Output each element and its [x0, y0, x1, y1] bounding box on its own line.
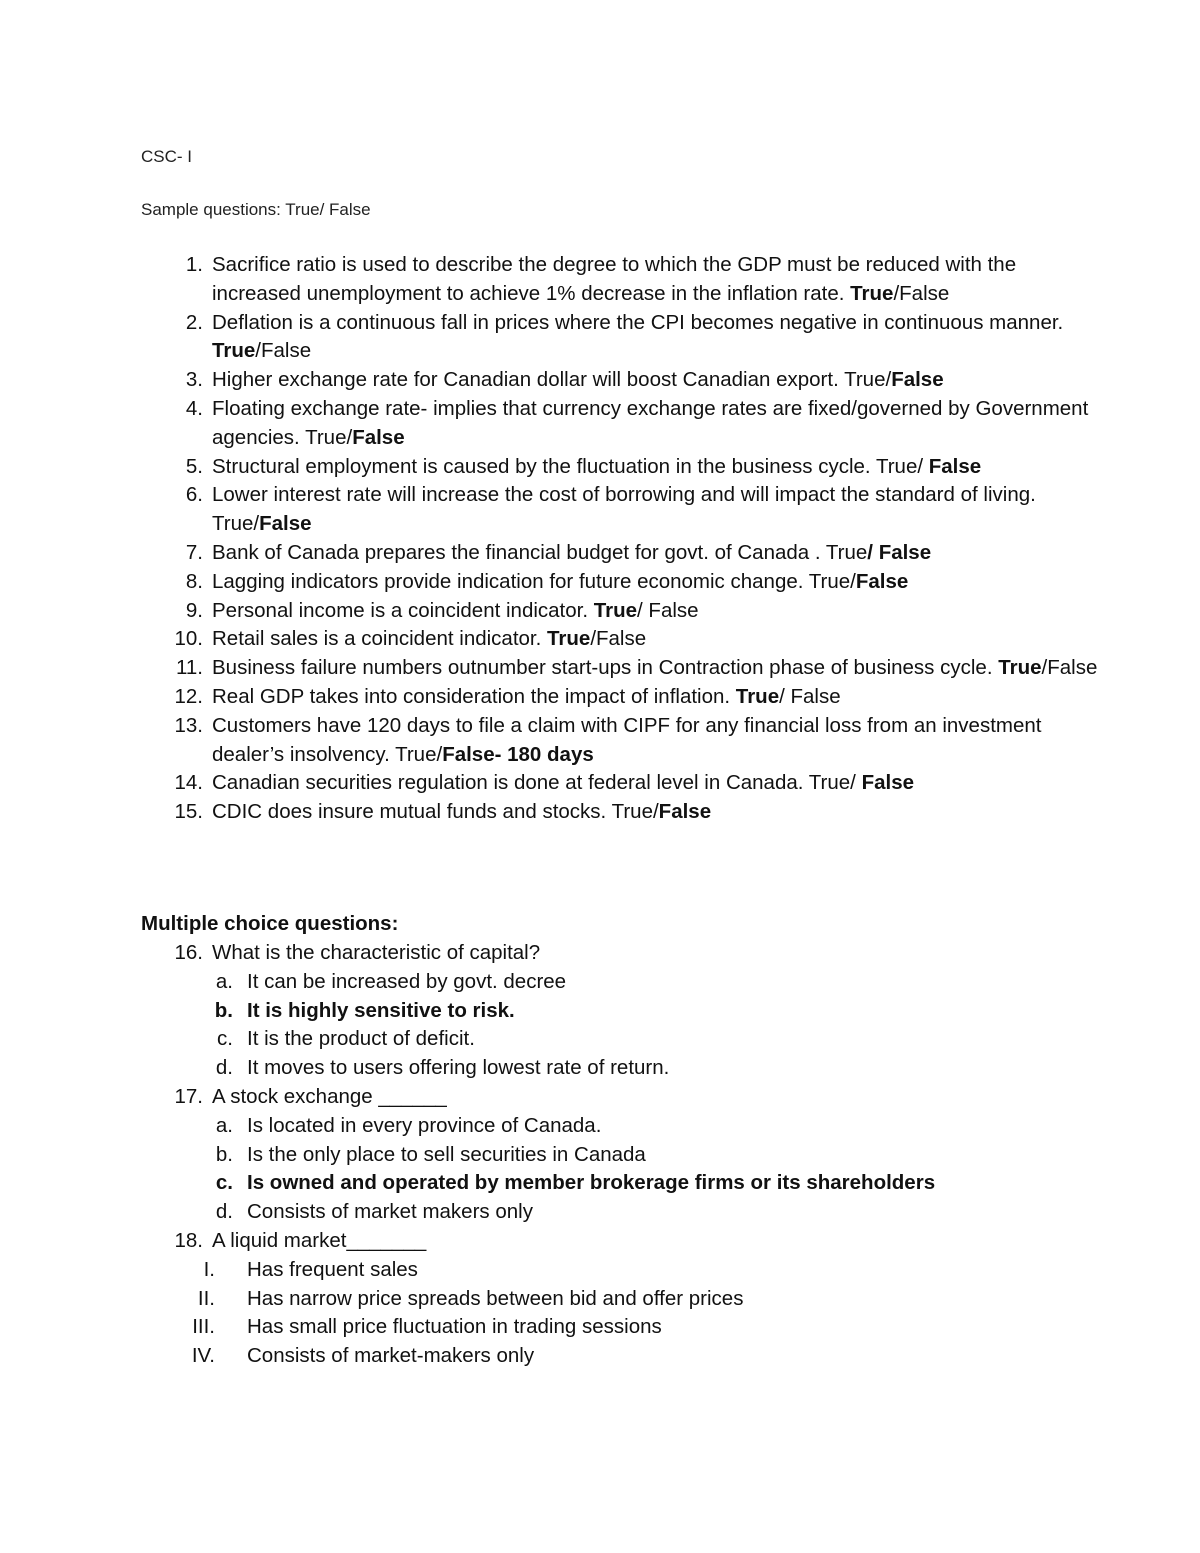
tf-question-8: 8. Lagging indicators provide indication for future economic change. True/False: [185, 569, 909, 593]
mc-roman-option: IV. Consists of market-makers only: [191, 1344, 535, 1368]
mc-roman-option: III. Has small price fluctuation in trading sessions: [192, 1315, 662, 1339]
tf-question-3: 3. Higher exchange rate for Canadian dollar will boost Canadian export. True/False: [185, 368, 944, 392]
mc-option: a. Is located in every province of Canada.: [215, 1113, 602, 1137]
mc-roman-option: II. Has narrow price spreads between bid and offer prices: [197, 1286, 744, 1310]
tf-question-1: 1. Sacrifice ratio is used to describe the degree to which the GDP must be reduced with the increased unemployment to achieve 1% decrease in the inflation rate. True/False: [185, 253, 1017, 305]
tf-question-2: 2. Deflation is a continuous fall in prices where the CPI becomes negative in continuous manner. True/False: [185, 310, 1064, 363]
mc-question-16: 16. What is the characteristic of capital?: [174, 941, 541, 964]
mc-question-18: 18. A liquid market_______: [174, 1228, 427, 1252]
tf-question-10: 10. Retail sales is a coincident indicator. True/False: [174, 627, 647, 651]
tf-question-12: 12. Real GDP takes into consideration the impact of inflation. True/ False: [174, 684, 841, 708]
multiple-choice-list: [141, 939, 1101, 1371]
tf-question-9: 9. Personal income is a coincident indicator. True/ False: [185, 598, 699, 622]
course-title: CSC- I: [141, 147, 192, 166]
mc-option-correct: b. It is highly sensitive to risk.: [214, 998, 515, 1022]
mc-option: a. It can be increased by govt. decree: [215, 969, 567, 993]
tf-question-6: 6. Lower interest rate will increase the cost of borrowing and will impact the standard of living. True/False: [185, 483, 1036, 536]
tf-question-13: 13. Customers have 120 days to file a claim with CIPF for any financial loss from an investment dealer’s insolvency. True/False- 180 days: [174, 713, 1042, 766]
mc-roman-option: I. Has frequent sales: [203, 1257, 418, 1281]
true-false-list: [141, 251, 1101, 827]
section-title: Sample questions: True/ False: [141, 200, 371, 219]
tf-question-4: 4. Floating exchange rate- implies that currency exchange rates are fixed/governed by Government agencies. True/False: [185, 396, 1089, 449]
tf-question-14: 14. Canadian securities regulation is done at federal level in Canada. True/ False: [174, 771, 915, 795]
tf-question-11: 11. Business failure numbers outnumber start-ups in Contraction phase of business cycle. True/False: [176, 656, 1098, 680]
tf-question-7: 7. Bank of Canada prepares the financial budget for govt. of Canada . True/ False: [185, 540, 932, 564]
tf-question-5: 5. Structural employment is caused by the fluctuation in the business cycle. True/ False: [185, 454, 982, 478]
mc-question-17: 17. A stock exchange ______: [174, 1084, 447, 1108]
mc-option-correct: c. Is owned and operated by member brokerage firms or its shareholders: [215, 1171, 936, 1195]
mc-heading: Multiple choice questions:: [141, 912, 399, 935]
mc-option: d. Consists of market makers only: [215, 1200, 533, 1224]
mc-option: c. It is the product of deficit.: [217, 1027, 475, 1051]
mc-option: d. It moves to users offering lowest rate of return.: [215, 1056, 670, 1080]
mc-option: b. Is the only place to sell securities in Canada: [215, 1142, 646, 1166]
tf-question-15: 15. CDIC does insure mutual funds and stocks. True/False: [174, 800, 712, 824]
